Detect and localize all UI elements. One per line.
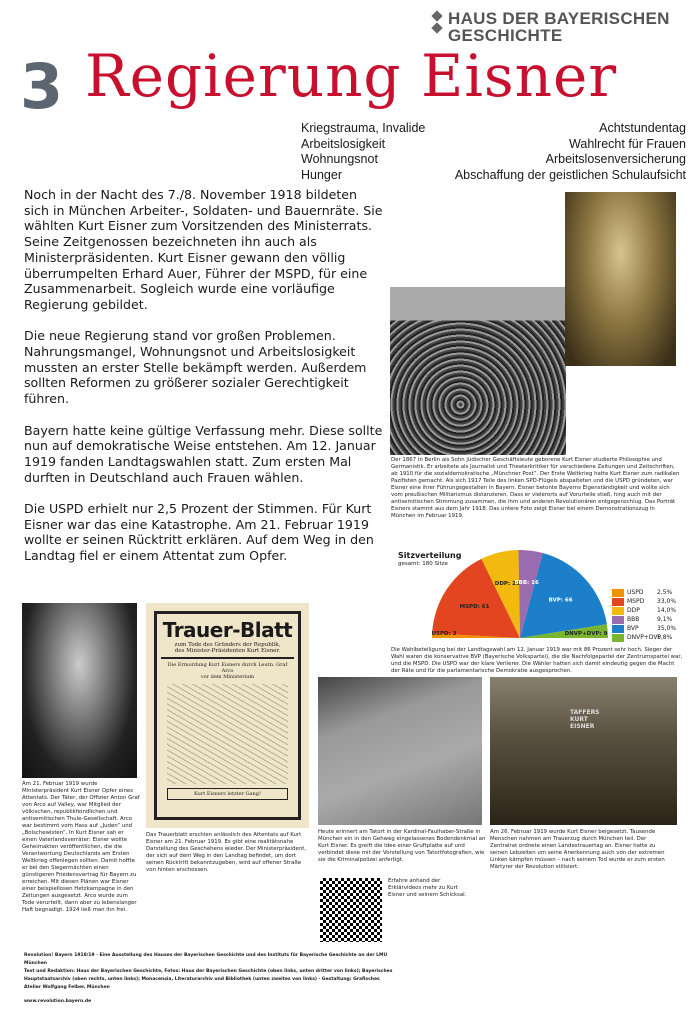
legend-party: BBB	[627, 616, 640, 623]
slice-label: DNVP+DVP: 9	[564, 631, 608, 637]
legend-swatch	[612, 625, 624, 633]
funeral-banner: TAFFERS KURT EISNER	[570, 709, 600, 730]
legend-swatch	[612, 616, 624, 624]
chart-title: Sitzverteilung	[398, 551, 462, 560]
reform-item: Abschaffung der geistlichen Schulaufsicht	[454, 167, 686, 182]
logo-mark-icon	[432, 12, 442, 38]
footer-line: Text und Redaktion: Haus der Bayerischen Geschichte, Fotos: Haus der Bayerischen Geschichte (oben links, unten dritter von links); Bayerisches Hauptstaatsarchiv (oben rechts, unten links); Monacensia, Literaturarchiv und Bibliothek (unten zweites von links) · Gestaltung: Grafisches Atelier Wolfgang Felber, München	[24, 969, 393, 990]
seat-chart	[430, 548, 610, 638]
legend-party: USPD	[627, 589, 644, 596]
page-title: Regierung Eisner	[85, 42, 618, 110]
legend-party: MSPD	[627, 598, 645, 605]
trauerblatt-subtitle: des Minister-Präsidenten Kurt Eisner.	[161, 648, 294, 659]
legend-item	[612, 615, 676, 624]
chart-slices	[432, 550, 608, 638]
paragraph: Die USPD erhielt nur 2,5 Prozent der Stimmen. Für Kurt Eisner war das eine Katastrophe. Am 21. Februar 1919 wollte er seinen Rücktritt erklären. Auf dem Weg in den Landtag fiel er einem Attentat zum Opfer.	[24, 501, 374, 564]
problem-item: Arbeitslosigkeit	[301, 136, 386, 151]
slice-label: BVP: 66	[548, 597, 573, 604]
trauerblatt-poster	[146, 603, 309, 828]
memorial-photo	[318, 677, 482, 825]
legend-item	[612, 624, 676, 633]
trauerblatt-caption: Das Trauerblatt erschien anlässlich des Attentats auf Kurt Eisner am 21. Februar 1919. Es gibt eine realitätsnahe Darstellung des Geschehens wieder. Der Ministerpräsident, der sich auf dem Weg in den Landtag befindet, um dort seinen Rücktritt bekanntzugeben, wird auf offener Straße von hinten erschossen.	[146, 832, 307, 873]
trauerblatt-banner: Kurt Eisners letzter Gang!	[167, 788, 288, 800]
paragraph: Die neue Regierung stand vor großen Problemen. Nahrungsmangel, Wohnungsnot und Arbeitslosigkeit mussten an erster Stelle bekämpft werden. Außerdem sollten Reformen zu größerer sozialer Gerechtigkeit führen.	[24, 328, 367, 407]
trauerblatt-subtitle: Die Ermordung Kurt Eisners durch Leutn. Graf Arco	[167, 662, 288, 674]
qr-code[interactable]	[318, 876, 384, 944]
logo-line1: HAUS DER BAYERISCHEN	[448, 9, 670, 28]
demonstration-photo	[390, 287, 566, 455]
legend-percent: 35,0%	[657, 625, 677, 632]
section-number: 3	[20, 50, 64, 123]
qr-caption: Erfahre anhand der Erklärvideos mehr zu Kurt Eisner und seinem Schicksal.	[388, 878, 467, 898]
problem-item: Kriegstrauma, Invalide	[301, 121, 426, 135]
legend-item	[612, 588, 676, 597]
problems-list	[301, 121, 425, 183]
legend-item	[612, 606, 676, 615]
arco-portrait-photo	[22, 603, 137, 778]
legend-party: DNVP+DVP	[627, 634, 662, 641]
reform-item: Arbeitslosenversicherung	[545, 152, 686, 166]
legend-swatch	[612, 607, 624, 615]
illustration	[167, 684, 288, 784]
footer-url[interactable]: www.revolution.bayern.de	[24, 999, 92, 1004]
reforms-list	[455, 121, 686, 183]
legend-swatch	[612, 589, 624, 597]
eisner-caption: Der 1867 in Berlin als Sohn jüdischer Geschäftsleute geborene Kurt Eisner studierte Philosophie und Germanistik. Er arbeitete als Journalist und Theaterkritiker für verschiedene Zeitungen und Zeitschriften, ab 1910 für die sozialdemokratische „Münchner Post“. Der Erste Weltkrieg hatte Kurt Eisner zum radikalen Pazifisten gemacht. Als sich 1917 Teile des linken SPD-Flügels abspalteten und die USPD gründeten, war Eisner eine ihrer Führungsgestalten in Bayern. Eisner betonte Bayerns Eigenständigkeit und wollte sich vom preußischen Militarismus distanzieren. Dass er vielerorts auf Vorurteile stieß, hing auch mit der antisemitischen Stimmung zusammen, die ihm und anderen Revolutionären entgegenschlug. Das Porträt Eisners stammt aus dem Jahr 1918. Das untere Foto zeigt Eisner bei einem Demonstrationszug in München im Februar 1919.	[391, 457, 680, 519]
legend-party: DDP	[627, 607, 640, 614]
eisner-portrait-photo	[565, 192, 676, 366]
slice-label: BBB: 16	[514, 579, 539, 586]
problem-item: Hunger	[301, 167, 342, 182]
legend-party: BVP	[627, 625, 639, 632]
chart-legend	[612, 588, 676, 642]
reform-item: Wahlrecht für Frauen	[569, 136, 686, 151]
trauerblatt-subtitle: zum Tode des Gründers der Republik,	[174, 642, 281, 648]
legend-percent: 5,8%	[657, 634, 673, 641]
footer	[24, 952, 394, 1006]
reform-item: Achtstundentag	[599, 121, 686, 135]
problem-item: Wohnungsnot	[301, 152, 378, 166]
funeral-photo	[490, 677, 677, 825]
funeral-caption: Am 26. Februar 1919 wurde Kurt Eisner beigesetzt. Tausende Menschen nahmen am Trauerzug durch München teil. Der Zentralrat ordnete einen Landestrauertag an. Eisner hatte zu seinen Lebzeiten um seine Anerkennung auch von der extremen Linken kämpfen müssen – nach seinem Tod wurde er zum ersten Märtyrer der Revolution stilisiert.	[490, 829, 665, 870]
slice-label: USPD: 3	[431, 631, 457, 637]
election-caption: Die Wahlbeteiligung bei der Landtagswahl am 12. Januar 1919 war mit 86 Prozent sehr hoch. Sieger der Wahl waren die konservative BVP (Bayerische Volkspartei), die die Nachfolgepartei der Zentrumspartei war, und die MSPD. Die USPD war der klare Verlierer. Die Wähler hatten sich damit eindeutig gegen die Macht der Räte und für die parlamentarische Demokratie ausgesprochen.	[391, 647, 683, 674]
paragraph: Noch in der Nacht des 7./8. November 1918 bildeten sich in München Arbeiter-, Soldaten- und Bauernräte. Sie wählten Kurt Eisner zum Vorsitzenden des Ministerrats. Seine Zeitgenossen bezeichneten ihn auch als Ministerpräsidenten. Kurt Eisner gewann den völlig überrumpelten Erhard Auer, Führer der MSPD, für eine Zusammenarbeit. Sogleich wurde eine vorläufige Regierung gebildet.	[24, 187, 383, 312]
paragraph: Bayern hatte keine gültige Verfassung mehr. Diese sollte nun auf demokratische Weise entstehen. Am 12. Januar 1919 fanden Landtagswahlen statt. Zum ersten Mal durften in Deutschland auch Frauen wählen.	[24, 422, 383, 485]
legend-percent: 2,5%	[657, 589, 673, 596]
legend-swatch	[612, 598, 624, 606]
legend-percent: 33,0%	[657, 598, 677, 605]
trauerblatt-subtitle: vor dem Ministerium	[200, 674, 255, 680]
logo	[432, 10, 670, 44]
memorial-caption: Heute erinnert am Tatort in der Kardinal-Faulhaber-Straße in München ein in den Gehweg eingelassenes Bodendenkmal an Kurt Eisner. Es greift die Idee einer Gruftplatte auf und verbindet diese mit der Vorstellung von Tatortfotografien, wie sie die Kriminalpolizei anfertigt.	[318, 829, 486, 863]
slice-label: MSPD: 61	[459, 603, 490, 610]
legend-item	[612, 633, 676, 642]
legend-swatch	[612, 634, 624, 642]
logo-line2: GESCHICHTE	[448, 26, 563, 45]
legend-percent: 9,1%	[657, 616, 673, 623]
main-text	[24, 187, 384, 580]
legend-percent: 14,0%	[657, 607, 677, 614]
footer-line: Revolution! Bayern 1918/19 · Eine Ausstellung des Hauses der Bayerischen Geschichte und des Instituts für Bayerische Geschichte an der LMU München	[24, 953, 388, 966]
legend-item	[612, 597, 676, 606]
slice-label: DDP: 25	[494, 580, 520, 587]
arco-caption: Am 21. Februar 1919 wurde Ministerpräsident Kurt Eisner Opfer eines Attentats. Der Täter, der Offizier Anton Graf von Arco auf Valley, war Mitglied der völkischen, republikfeindlichen und antisemitischen Thule-Gesellschaft. Arco war bestimmt vom Hass auf „Juden“ und „Bolschewisten“. In Kurt Eisner sah er einen Vaterlandsverräter: Eisner wollte Geheimakten veröffentlichen, die die Verantwortung Deutschlands am Ersten Weltkrieg offenlegen sollten. Damit hoffte er bei den Siegermächten einen günstigeren Friedensvertrag für Bayern zu erreichen. Mit diesen Plänen war Eisner einer beispiellosen Hetzkampagne in den Zeitungen ausgesetzt. Arco wurde zum Tode verurteilt, dann aber zu lebenslanger Haft begnadigt. 1924 ließ man ihn frei.	[22, 781, 140, 913]
trauerblatt-title: Trauer-Blatt	[162, 618, 293, 642]
chart-subtitle: gesamt: 180 Sitze	[398, 561, 448, 567]
